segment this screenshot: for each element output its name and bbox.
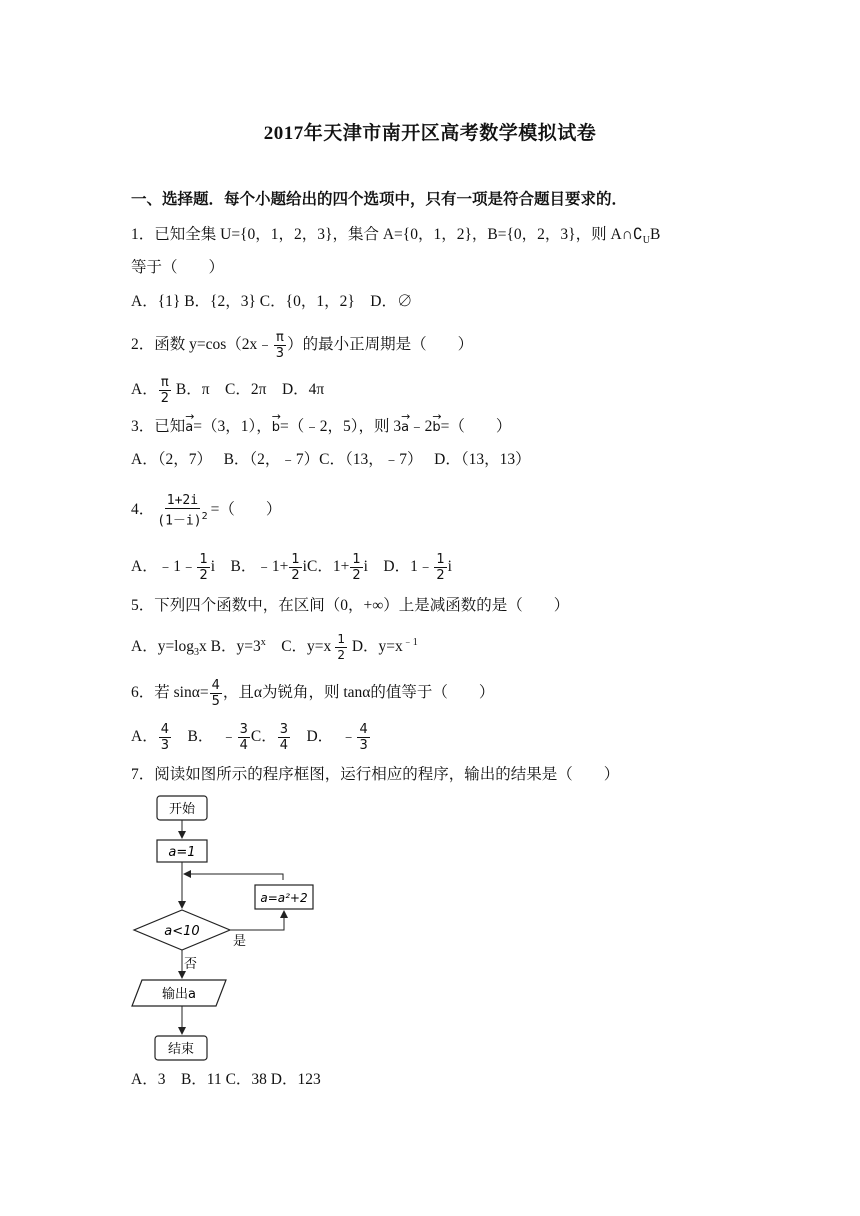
q4d-post: i [447, 558, 452, 576]
q5-a: A．y=log [131, 638, 194, 655]
q5-c: C．y=x [265, 638, 332, 655]
q4-den: (1－i) [157, 513, 202, 529]
q6a-post: B． ﹣ [171, 728, 237, 746]
q6b-den: 4 [239, 738, 248, 753]
section-heading: 一、选择题．每个小题给出的四个选项中，只有一项是符合题目要求的． [131, 191, 628, 208]
q2-opt-rest: B．π C．2π D．4π [171, 381, 325, 399]
question-5-stem: 5．下列四个函数中，在区间（0，+∞）上是减函数的是（ ） [131, 597, 570, 614]
q6-num: 4 [211, 678, 220, 693]
flow-end-label: 结束 [167, 1042, 195, 1057]
q4-option-d [383, 552, 452, 583]
q5-d: D．y=x [347, 638, 403, 655]
q4-option-a [131, 552, 231, 583]
question-4-stem [131, 490, 281, 530]
q2-opt-a-fraction [159, 375, 171, 406]
q6b-num: 3 [239, 722, 248, 737]
q2-opt-a-label: A． [131, 381, 158, 399]
question-1-options: A．{1} B．{2，3} C．{0，1，2} D．∅ [131, 293, 413, 310]
q6-den: 5 [211, 694, 220, 709]
q4b-frac [289, 552, 301, 583]
q4b-post: i [302, 558, 307, 576]
q4c-den: 2 [352, 568, 361, 583]
q4-num: 1+2i [166, 492, 199, 508]
q6d-den: 3 [359, 738, 368, 753]
q2-frac-den: 3 [275, 346, 285, 361]
q6c-den: 4 [279, 738, 288, 753]
question-4-options [131, 552, 452, 583]
q1-text-b: B [649, 226, 661, 243]
question-2-stem [131, 330, 473, 361]
q6d-frac [357, 722, 369, 753]
question-3-stem [131, 417, 511, 438]
q4a-frac [197, 552, 209, 583]
q4-option-b [231, 552, 307, 583]
q3-p5: =（ ） [440, 418, 512, 435]
q4c-frac [350, 552, 362, 583]
vector-b: → b [272, 418, 280, 438]
q5-d-sup: ﹣1 [402, 636, 418, 648]
q4-label: 4． [131, 501, 155, 518]
q5-c-num: 1 [337, 632, 345, 646]
vector-b-2: → b [432, 418, 440, 438]
q4a-num: 1 [199, 552, 208, 567]
q4c-pre: C．1+ [306, 558, 350, 576]
q5-a2: x B．y=3 [199, 638, 261, 655]
q2-text-a: 2．函数 y=cos（2x﹣ [131, 336, 273, 354]
q4-den-wrap [155, 509, 209, 528]
q4d-den: 2 [436, 568, 445, 583]
question-1-stem-cont: 等于（ ） [131, 259, 225, 276]
q5-c-den: 2 [337, 648, 345, 662]
q4a-post: i [210, 558, 231, 576]
flow-decision-label: a<10 [164, 924, 200, 939]
q2-opta-den: 2 [160, 391, 169, 406]
q4b-num: 1 [291, 552, 300, 567]
question-5-options [131, 632, 418, 663]
flow-loop-back [184, 874, 283, 880]
q6c-post: D． ﹣ [290, 728, 357, 746]
q6b-post: C． [250, 728, 277, 746]
flow-yes-arrow [230, 911, 284, 930]
q4b-pre: B．﹣1+ [230, 558, 289, 576]
question-6-stem [131, 678, 494, 709]
flow-update-label: a=a²+2 [260, 891, 308, 905]
q5-a-sub: 3 [194, 647, 199, 659]
q5-b-sup: x [260, 636, 266, 648]
flow-init-label: a=1 [168, 845, 196, 860]
q4d-num: 1 [436, 552, 445, 567]
q6a-den: 3 [160, 738, 169, 753]
program-flowchart [128, 792, 328, 1064]
q2-opta-num: π [160, 375, 169, 390]
flow-no-label: 否 [184, 957, 198, 972]
q3-p3: =（﹣2，5），则 3 [280, 418, 402, 435]
q4-fraction [155, 493, 209, 528]
vector-a: → a [185, 418, 193, 438]
question-3-options: A．（2，7） B．（2，﹣7）C．（13，﹣7） D．（13，13） [131, 451, 531, 468]
q4d-pre: D．1﹣ [383, 558, 434, 576]
q4c-num: 1 [352, 552, 361, 567]
q2-frac-num: π [276, 330, 284, 345]
q3-p1: 3．已知 [131, 418, 186, 435]
q4-tail: =（ ） [210, 501, 282, 518]
q1-sub: U [642, 235, 650, 247]
flow-start-label: 开始 [168, 802, 196, 817]
flow-output-label: 输出a [162, 987, 196, 1002]
flow-yes-label: 是 [233, 934, 247, 949]
q3-p2: =（3，1）， [193, 418, 272, 435]
q6-p1: 6．若 sinα= [131, 684, 209, 702]
question-7-options: A．3 B．11 C．38 D．123 [131, 1071, 321, 1088]
q6a-pre: A． [131, 728, 158, 746]
question-1-stem [131, 225, 660, 251]
q6c-frac [278, 722, 290, 753]
q4c-post: i [363, 558, 384, 576]
q4-den-sup: 2 [201, 510, 208, 522]
q6-p2: ，且α为锐角，则 tanα的值等于（ ） [222, 684, 495, 702]
q4-option-c [307, 552, 383, 583]
q6a-num: 4 [160, 722, 169, 737]
q6-frac [210, 678, 222, 709]
q4d-frac [434, 552, 446, 583]
vector-a-2: → a [401, 418, 409, 438]
q2-text-b: ）的最小正周期是（ ） [287, 336, 474, 354]
q5-c-frac [335, 632, 347, 663]
q6d-num: 4 [359, 722, 368, 737]
question-7-stem: 7．阅读如图所示的程序框图，运行相应的程序，输出的结果是（ ） [131, 766, 620, 783]
q4a-den: 2 [199, 568, 208, 583]
q4a-pre: A．﹣1﹣ [131, 558, 197, 576]
question-6-options [131, 722, 371, 753]
q3-p4: ﹣2 [409, 418, 433, 435]
page-title: 2017年天津市南开区高考数学模拟试卷 [263, 123, 597, 144]
q4b-den: 2 [291, 568, 300, 583]
q6b-frac [238, 722, 250, 753]
q2-fraction [274, 330, 286, 361]
q6c-num: 3 [279, 722, 288, 737]
q1-text-a: 1．已知全集 U={0，1，2，3}，集合 A={0，1，2}，B={0，2，3}，则 A∩∁ [131, 226, 643, 243]
q6a-frac [159, 722, 171, 753]
question-2-options [131, 375, 324, 406]
